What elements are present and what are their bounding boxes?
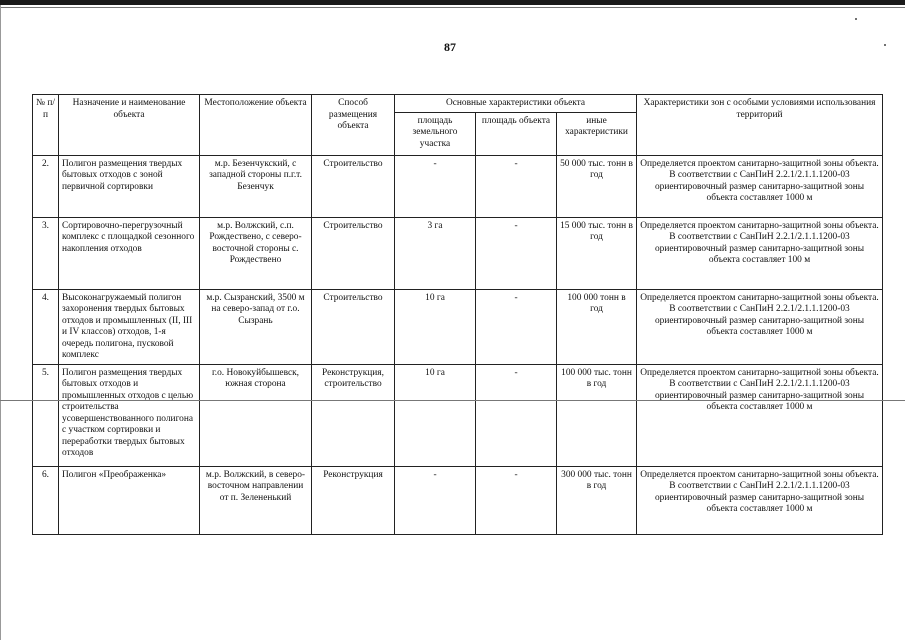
cell-num: 3. — [33, 217, 59, 289]
cell-other: 15 000 тыс. тонн в год — [557, 217, 637, 289]
cell-num: 5. — [33, 364, 59, 466]
cell-location: г.о. Новокуйбышевск, южная сторона — [200, 364, 312, 466]
cell-object-area: - — [476, 155, 557, 217]
cell-land-area: - — [395, 466, 476, 534]
table-row — [33, 466, 883, 534]
scan-fold-line — [0, 400, 905, 401]
cell-location: м.р. Безенчукский, с западной стороны п.г.т. Безенчук — [200, 155, 312, 217]
table-row — [33, 364, 883, 466]
cell-land-area: 3 га — [395, 217, 476, 289]
cell-location: м.р. Волжский, с.п. Рождествено, с северо-восточной стороны с. Рождествено — [200, 217, 312, 289]
col-header-zones: Характеристики зон с особыми условиями использования территорий — [637, 95, 883, 156]
cell-method: Реконструкция — [312, 466, 395, 534]
cell-num: 4. — [33, 289, 59, 364]
cell-num: 6. — [33, 466, 59, 534]
col-header-object-area: площадь объекта — [476, 112, 557, 155]
table-row — [33, 155, 883, 217]
cell-method: Строительство — [312, 217, 395, 289]
scan-border-top — [0, 0, 905, 5]
cell-zones: Определяется проектом санитарно-защитной зоны объекта. В соответствии с СанПиН 2.2.1/2.1.1.1200-03 ориентировочный размер санитарно-защитной зоны объекта составляет 100 м — [637, 217, 883, 289]
cell-purpose: Полигон размещения твердых бытовых отходов и промышленных отходов с целью строительства усовершенствованного полигона с участком сортировки и переработки твердых бытовых отходов — [59, 364, 200, 466]
cell-purpose: Полигон размещения твердых бытовых отходов с зоной первичной сортировки — [59, 155, 200, 217]
cell-zones: Определяется проектом санитарно-защитной зоны объекта. В соответствии с СанПиН 2.2.1/2.1.1.1200-03 ориентировочный размер санитарно-защитной зоны объекта составляет 1000 м — [637, 155, 883, 217]
scan-border-left — [0, 5, 1, 640]
scan-speck — [855, 18, 857, 20]
cell-other: 100 000 тонн в год — [557, 289, 637, 364]
cell-zones: Определяется проектом санитарно-защитной зоны объекта. В соответствии с СанПиН 2.2.1/2.1.1.1200-03 ориентировочный размер санитарно-защитной зоны объекта составляет 1000 м — [637, 466, 883, 534]
cell-other: 300 000 тыс. тонн в год — [557, 466, 637, 534]
col-header-other: иные характеристики — [557, 112, 637, 155]
col-header-land-area: площадь земельного участка — [395, 112, 476, 155]
table-row — [33, 289, 883, 364]
cell-zones: Определяется проектом санитарно-защитной зоны объекта. В соответствии с СанПиН 2.2.1/2.1.1.1200-03 ориентировочный размер санитарно-защитной зоны объекта составляет 1000 м — [637, 289, 883, 364]
cell-object-area: - — [476, 217, 557, 289]
col-header-purpose: Назначение и наименование объекта — [59, 95, 200, 156]
col-header-location: Местоположение объекта — [200, 95, 312, 156]
cell-land-area: 10 га — [395, 364, 476, 466]
table-row — [33, 217, 883, 289]
objects-table — [32, 94, 883, 535]
page-number: 87 — [444, 40, 456, 54]
cell-zones: Определяется проектом санитарно-защитной зоны объекта. В соответствии с СанПиН 2.2.1/2.1.1.1200-03 ориентировочный размер санитарно-защитной зоны объекта составляет 1000 м — [637, 364, 883, 466]
col-header-method: Способ размещения объекта — [312, 95, 395, 156]
scan-border-line — [0, 7, 905, 8]
cell-land-area: - — [395, 155, 476, 217]
cell-location: м.р. Сызранский, 3500 м на северо-запад от г.о. Сызрань — [200, 289, 312, 364]
cell-method: Строительство — [312, 155, 395, 217]
cell-method: Строительство — [312, 289, 395, 364]
cell-purpose: Сортировочно-перегрузочный комплекс с площадкой сезонного накопления отходов — [59, 217, 200, 289]
cell-other: 50 000 тыс. тонн в год — [557, 155, 637, 217]
col-header-num: № п/п — [33, 95, 59, 156]
cell-purpose: Высоконагружаемый полигон захоронения твердых бытовых отходов и промышленных (II, III и IV классов) отходов, 1-я очередь полигона, пусковой комплекс — [59, 289, 200, 364]
cell-num: 2. — [33, 155, 59, 217]
cell-method: Реконструкция, строительство — [312, 364, 395, 466]
col-header-main-chars: Основные характеристики объекта — [395, 95, 637, 113]
cell-purpose: Полигон «Преображенка» — [59, 466, 200, 534]
cell-object-area: - — [476, 364, 557, 466]
cell-object-area: - — [476, 466, 557, 534]
header-row-1 — [33, 95, 883, 113]
cell-object-area: - — [476, 289, 557, 364]
cell-location: м.р. Волжский, в северо-восточном направлении от п. Зелененький — [200, 466, 312, 534]
cell-land-area: 10 га — [395, 289, 476, 364]
scan-speck — [884, 44, 886, 46]
cell-other: 100 000 тыс. тонн в год — [557, 364, 637, 466]
